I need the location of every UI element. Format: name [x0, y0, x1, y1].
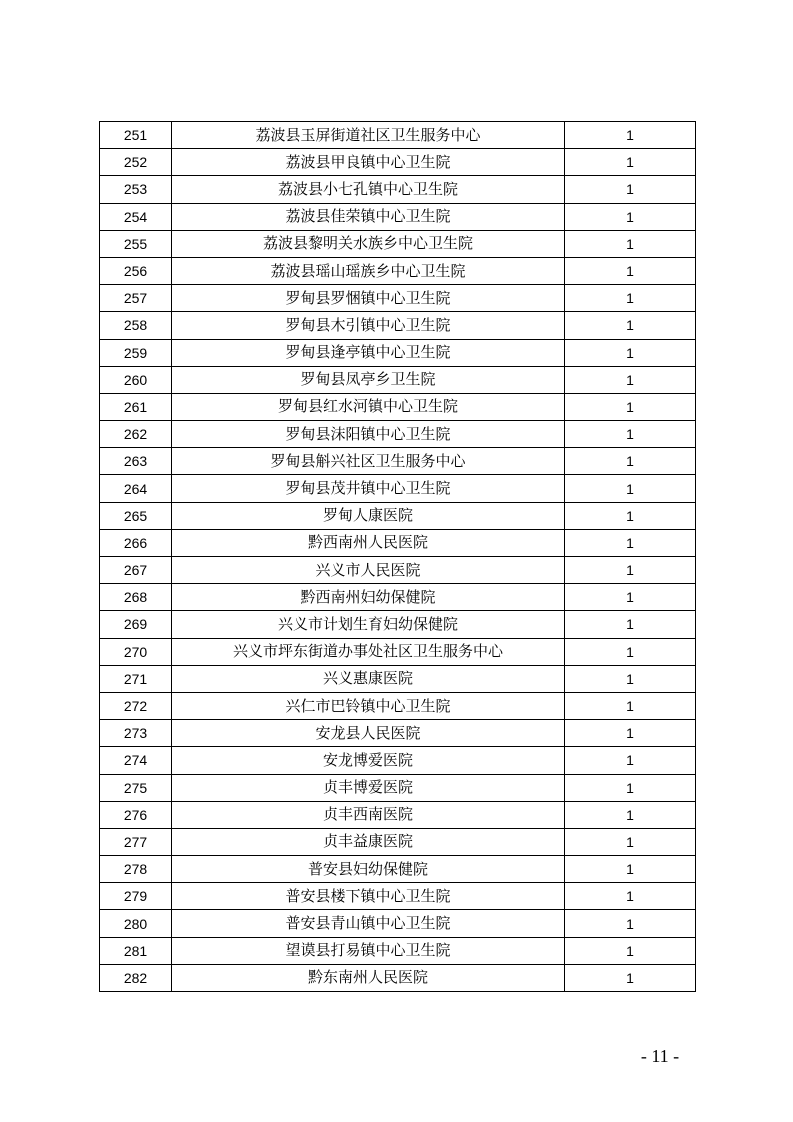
- row-number-cell: 252: [100, 149, 172, 176]
- table-row: [100, 774, 696, 801]
- institution-name-cell: 荔波县小七孔镇中心卫生院: [172, 176, 565, 203]
- quantity-cell: 1: [565, 502, 696, 529]
- quantity-cell: 1: [565, 910, 696, 937]
- table-row: [100, 638, 696, 665]
- page-number: - 11 -: [640, 1046, 680, 1066]
- institution-name-cell: 罗甸县逢亭镇中心卫生院: [172, 339, 565, 366]
- row-number-cell: 278: [100, 856, 172, 883]
- quantity-cell: 1: [565, 638, 696, 665]
- institution-name-cell: 兴义市坪东街道办事处社区卫生服务中心: [172, 638, 565, 665]
- row-number-cell: 270: [100, 638, 172, 665]
- table-row: [100, 964, 696, 991]
- row-number-cell: 268: [100, 584, 172, 611]
- row-number-cell: 259: [100, 339, 172, 366]
- quantity-cell: 1: [565, 285, 696, 312]
- table-row: [100, 937, 696, 964]
- table-row: [100, 910, 696, 937]
- quantity-cell: 1: [565, 964, 696, 991]
- table-row: [100, 557, 696, 584]
- row-number-cell: 271: [100, 665, 172, 692]
- quantity-cell: 1: [565, 312, 696, 339]
- row-number-cell: 276: [100, 801, 172, 828]
- quantity-cell: 1: [565, 937, 696, 964]
- row-number-cell: 281: [100, 937, 172, 964]
- row-number-cell: 253: [100, 176, 172, 203]
- institution-name-cell: 罗甸县沫阳镇中心卫生院: [172, 421, 565, 448]
- table-row: [100, 584, 696, 611]
- table-row: [100, 828, 696, 855]
- institution-name-cell: 黔西南州妇幼保健院: [172, 584, 565, 611]
- table-body: [100, 122, 696, 992]
- row-number-cell: 254: [100, 203, 172, 230]
- institution-name-cell: 兴义市人民医院: [172, 557, 565, 584]
- quantity-cell: 1: [565, 584, 696, 611]
- institution-name-cell: 荔波县黎明关水族乡中心卫生院: [172, 230, 565, 257]
- quantity-cell: 1: [565, 529, 696, 556]
- quantity-cell: 1: [565, 828, 696, 855]
- institution-name-cell: 贞丰益康医院: [172, 828, 565, 855]
- table-row: [100, 339, 696, 366]
- quantity-cell: 1: [565, 611, 696, 638]
- quantity-cell: 1: [565, 883, 696, 910]
- row-number-cell: 251: [100, 122, 172, 149]
- institution-name-cell: 兴仁市巴铃镇中心卫生院: [172, 692, 565, 719]
- row-number-cell: 273: [100, 720, 172, 747]
- row-number-cell: 275: [100, 774, 172, 801]
- table-row: [100, 856, 696, 883]
- quantity-cell: 1: [565, 393, 696, 420]
- table-row: [100, 203, 696, 230]
- row-number-cell: 265: [100, 502, 172, 529]
- institution-name-cell: 普安县楼下镇中心卫生院: [172, 883, 565, 910]
- quantity-cell: 1: [565, 203, 696, 230]
- table-row: [100, 529, 696, 556]
- quantity-cell: 1: [565, 747, 696, 774]
- institution-name-cell: 黔东南州人民医院: [172, 964, 565, 991]
- hospital-list-table: [99, 121, 696, 992]
- institution-name-cell: 安龙博爱医院: [172, 747, 565, 774]
- quantity-cell: 1: [565, 856, 696, 883]
- quantity-cell: 1: [565, 176, 696, 203]
- table-row: [100, 801, 696, 828]
- table-row: [100, 122, 696, 149]
- institution-name-cell: 安龙县人民医院: [172, 720, 565, 747]
- row-number-cell: 279: [100, 883, 172, 910]
- row-number-cell: 267: [100, 557, 172, 584]
- quantity-cell: 1: [565, 557, 696, 584]
- quantity-cell: 1: [565, 122, 696, 149]
- row-number-cell: 274: [100, 747, 172, 774]
- row-number-cell: 256: [100, 257, 172, 284]
- quantity-cell: 1: [565, 801, 696, 828]
- row-number-cell: 272: [100, 692, 172, 719]
- quantity-cell: 1: [565, 475, 696, 502]
- quantity-cell: 1: [565, 421, 696, 448]
- quantity-cell: 1: [565, 448, 696, 475]
- quantity-cell: 1: [565, 665, 696, 692]
- institution-name-cell: 罗甸县斛兴社区卫生服务中心: [172, 448, 565, 475]
- quantity-cell: 1: [565, 230, 696, 257]
- institution-name-cell: 贞丰西南医院: [172, 801, 565, 828]
- quantity-cell: 1: [565, 366, 696, 393]
- quantity-cell: 1: [565, 257, 696, 284]
- row-number-cell: 269: [100, 611, 172, 638]
- row-number-cell: 261: [100, 393, 172, 420]
- table-row: [100, 502, 696, 529]
- table-row: [100, 883, 696, 910]
- row-number-cell: 266: [100, 529, 172, 556]
- table-row: [100, 421, 696, 448]
- institution-name-cell: 贞丰博爱医院: [172, 774, 565, 801]
- institution-name-cell: 荔波县佳荣镇中心卫生院: [172, 203, 565, 230]
- table-row: [100, 230, 696, 257]
- institution-name-cell: 罗甸人康医院: [172, 502, 565, 529]
- table-row: [100, 448, 696, 475]
- table-row: [100, 475, 696, 502]
- row-number-cell: 255: [100, 230, 172, 257]
- table-row: [100, 393, 696, 420]
- institution-name-cell: 荔波县甲良镇中心卫生院: [172, 149, 565, 176]
- institution-name-cell: 罗甸县红水河镇中心卫生院: [172, 393, 565, 420]
- institution-name-cell: 罗甸县凤亭乡卫生院: [172, 366, 565, 393]
- table-row: [100, 176, 696, 203]
- institution-name-cell: 荔波县玉屏街道社区卫生服务中心: [172, 122, 565, 149]
- row-number-cell: 264: [100, 475, 172, 502]
- row-number-cell: 258: [100, 312, 172, 339]
- table-row: [100, 285, 696, 312]
- table-row: [100, 720, 696, 747]
- quantity-cell: 1: [565, 720, 696, 747]
- institution-name-cell: 荔波县瑶山瑶族乡中心卫生院: [172, 257, 565, 284]
- quantity-cell: 1: [565, 339, 696, 366]
- row-number-cell: 277: [100, 828, 172, 855]
- institution-name-cell: 普安县青山镇中心卫生院: [172, 910, 565, 937]
- table-row: [100, 257, 696, 284]
- table-row: [100, 692, 696, 719]
- institution-name-cell: 兴义惠康医院: [172, 665, 565, 692]
- table-row: [100, 665, 696, 692]
- row-number-cell: 260: [100, 366, 172, 393]
- institution-name-cell: 望谟县打易镇中心卫生院: [172, 937, 565, 964]
- table-row: [100, 366, 696, 393]
- institution-name-cell: 罗甸县木引镇中心卫生院: [172, 312, 565, 339]
- quantity-cell: 1: [565, 774, 696, 801]
- row-number-cell: 263: [100, 448, 172, 475]
- table-row: [100, 747, 696, 774]
- quantity-cell: 1: [565, 149, 696, 176]
- row-number-cell: 282: [100, 964, 172, 991]
- table-row: [100, 149, 696, 176]
- institution-name-cell: 黔西南州人民医院: [172, 529, 565, 556]
- table-row: [100, 611, 696, 638]
- institution-name-cell: 普安县妇幼保健院: [172, 856, 565, 883]
- row-number-cell: 280: [100, 910, 172, 937]
- table-row: [100, 312, 696, 339]
- institution-name-cell: 罗甸县茂井镇中心卫生院: [172, 475, 565, 502]
- institution-name-cell: 罗甸县罗悃镇中心卫生院: [172, 285, 565, 312]
- row-number-cell: 262: [100, 421, 172, 448]
- row-number-cell: 257: [100, 285, 172, 312]
- quantity-cell: 1: [565, 692, 696, 719]
- institution-name-cell: 兴义市计划生育妇幼保健院: [172, 611, 565, 638]
